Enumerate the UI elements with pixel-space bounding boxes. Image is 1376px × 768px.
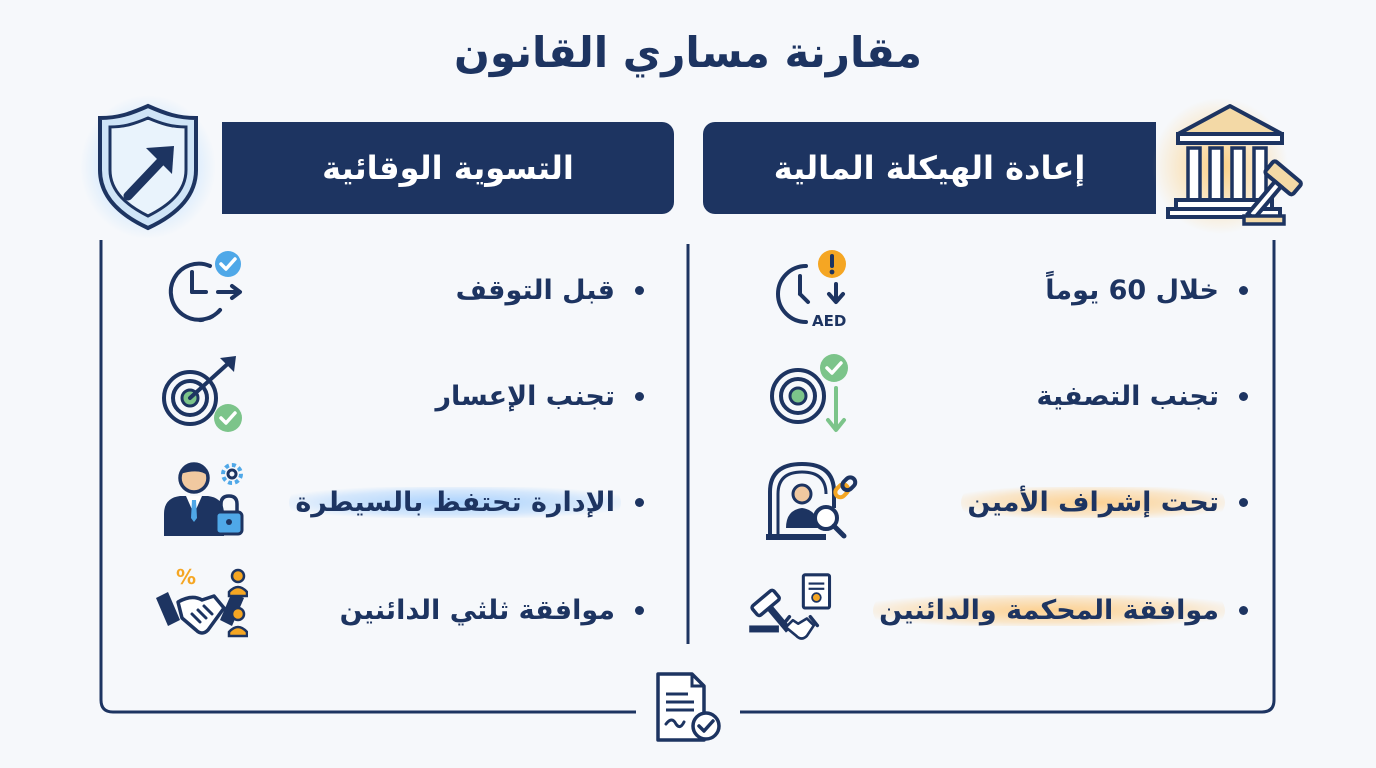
right-item-3 (860, 470, 1248, 534)
left-item-2-label: تجنب الإعسار (435, 380, 615, 412)
left-item-1-label: قبل التوقف (455, 274, 615, 306)
right-item-2 (860, 364, 1248, 428)
left-panel-header (222, 122, 674, 214)
svg-text:%: % (176, 565, 197, 589)
right-item-2-label: تجنب التصفية (1036, 380, 1219, 412)
aed-label: AED (812, 312, 847, 330)
right-item-3-label: تحت إشراف الأمين (961, 487, 1225, 518)
bullet (635, 392, 644, 401)
left-item-3 (200, 470, 644, 534)
target-down-icon (762, 352, 858, 436)
bullet (635, 286, 644, 295)
bullet (635, 606, 644, 615)
right-item-4-label: موافقة المحكمة والدائنين (873, 595, 1225, 626)
right-item-4 (860, 578, 1248, 642)
page-title: مقارنة مساري القانون (454, 28, 922, 77)
left-item-4-label: موافقة ثلثي الدائنين (339, 594, 615, 626)
handshake-percent-icon (152, 562, 248, 646)
gavel-document-handshake-icon (744, 566, 840, 650)
right-item-1-label: خلال 60 يوماً (1045, 274, 1219, 306)
right-item-1 (860, 258, 1248, 322)
left-panel-header-label: التسوية الوقائية (322, 149, 574, 187)
bullet (1239, 498, 1248, 507)
left-item-1 (200, 258, 644, 322)
shield-arrow-icon (78, 92, 218, 242)
right-panel-header (703, 122, 1156, 214)
target-check-icon (156, 352, 252, 436)
right-panel-header-label: إعادة الهيكلة المالية (773, 149, 1086, 187)
bullet (1239, 392, 1248, 401)
clock-aed-alert-icon (762, 248, 858, 332)
bullet (1239, 606, 1248, 615)
left-item-2 (200, 364, 644, 428)
bullet (635, 498, 644, 507)
court-gavel-icon (1150, 88, 1320, 238)
document-check-icon (648, 668, 728, 746)
left-item-4 (200, 578, 644, 642)
trustee-magnifier-icon (762, 458, 858, 542)
left-item-3-label: الإدارة تحتفظ بالسيطرة (289, 487, 621, 518)
manager-lock-icon (156, 458, 252, 542)
clock-check-icon (156, 248, 252, 332)
bullet (1239, 286, 1248, 295)
